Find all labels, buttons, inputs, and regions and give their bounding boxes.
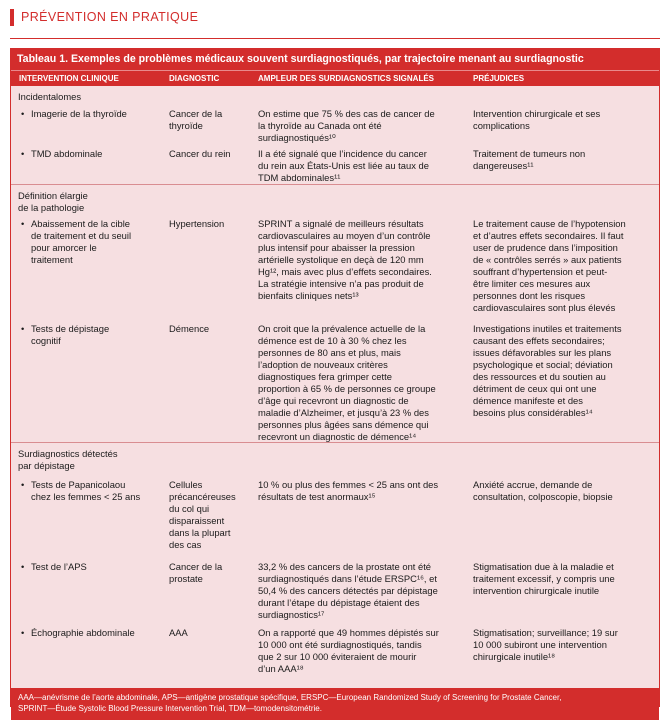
cell-prejudices: Traitement de tumeurs non dangereuses¹¹ (473, 148, 586, 171)
table-row (11, 323, 659, 448)
bullet-icon: • (21, 627, 25, 638)
cell-diagnostic: Cancer du rein (169, 148, 231, 159)
section-title: PRÉVENTION EN PRATIQUE (21, 10, 199, 24)
cell-prejudices: Anxiété accrue, demande de consultation, colposcopie, biopsie (473, 479, 613, 502)
overdiagnosis-table (10, 48, 660, 713)
section-divider (10, 38, 660, 39)
cell-intervention: • Échographie abdominale (21, 627, 135, 638)
header-ampleur: AMPLEUR DES SURDIAGNOSTICS SIGNALÉS (258, 74, 435, 83)
table-section-definition-elargie (11, 184, 659, 442)
header-prejudices: PRÉJUDICES (473, 74, 525, 83)
cell-prejudices: Le traitement cause de l’hypotension et d’autres effets secondaires. Il faut user de prudence dans l’imposition de « contrôles serrés » aux patients souffrant d’hypertension et peut- être limiter ces mesures aux personnes dont les risques cardiovasculaires sont plus élevés (473, 218, 626, 313)
table-row (11, 218, 659, 323)
bullet-icon: • (21, 148, 25, 159)
table-row (11, 627, 659, 677)
cell-ampleur: On estime que 75 % des cas de cancer de la thyroïde au Canada ont été surdiagnostiqués¹⁰ (258, 108, 435, 143)
bullet-icon: • (21, 108, 25, 119)
bullet-icon: • (21, 323, 25, 334)
table-row (11, 148, 659, 188)
cell-intervention: • Imagerie de la thyroïde (21, 108, 127, 119)
cell-diagnostic: Cellules précancéreuses du col qui disparaissent dans la plupart des cas (169, 479, 236, 550)
table-footnote: AAA—anévrisme de l’aorte abdominale, APS—antigène prostatique spécifique, ERSPC—European Randomized Study of Screening for Prostate Cancer, SPRINT—Étude Systolic Blood Pressure Intervention Trial, TDM—tomodensitométrie. (11, 688, 659, 720)
section-heading: Incidentalomes (18, 91, 82, 102)
cell-intervention: • Tests de dépistage cognitif (21, 323, 110, 346)
table-caption: Tableau 1. Exemples de problèmes médicaux souvent surdiagnostiqués, par trajectoire menant au surdiagnostic (11, 49, 659, 70)
cell-prejudices: Stigmatisation; surveillance; 19 sur 10 000 subiront une intervention chirurgicale inutile¹⁸ (473, 627, 618, 662)
table-section-depistage (11, 442, 659, 688)
table-body (11, 86, 659, 688)
cell-diagnostic: AAA (169, 627, 188, 638)
header-intervention: INTERVENTION CLINIQUE (19, 74, 119, 83)
cell-prejudices: Stigmatisation due à la maladie et traitement excessif, y compris une intervention chirurgicale inutile (473, 561, 615, 596)
cell-ampleur: On croit que la prévalence actuelle de la démence est de 10 à 30 % chez les personnes de 80 ans et plus, mais l’adoption de nouveaux critères diagnostiques fera grimper cette proportion à 65 % de personnes ce groupe d’âge qui recevront un diagnostic de maladie d’Alzheimer, et jusqu’à 23 % des personnes plus âgées sans démence qui recevront un diagnostic de démence¹⁴ (258, 323, 436, 442)
cell-ampleur: Il a été signalé que l’incidence du cancer du rein aux États-Unis est liée au taux de TDM abdominales¹¹ (258, 148, 429, 183)
cell-diagnostic: Cancer de la prostate (169, 561, 223, 584)
section-heading: Surdiagnostics détectés par dépistage (18, 448, 118, 471)
cell-intervention: • TMD abdominale (21, 148, 103, 159)
header-diagnostic: DIAGNOSTIC (169, 74, 220, 83)
cell-intervention: • Abaissement de la cible de traitement et du seuil pour amorcer le traitement (21, 218, 132, 265)
cell-diagnostic: Démence (169, 323, 210, 334)
cell-ampleur: On a rapporté que 49 hommes dépistés sur 10 000 ont été surdiagnostiqués, tandis que 2 sur 10 000 éviteraient de mourir d’un AAA¹⁸ (258, 627, 439, 674)
cell-prejudices: Intervention chirurgicale et ses complications (473, 108, 601, 131)
cell-diagnostic: Cancer de la thyroïde (169, 108, 223, 131)
cell-intervention: • Test de l’APS (21, 561, 87, 572)
table-row (11, 561, 659, 627)
section-accent-bar (10, 9, 14, 26)
table-section-incidentalomes (11, 86, 659, 184)
section-heading: Définition élargie de la pathologie (18, 190, 88, 213)
bullet-icon: • (21, 561, 25, 572)
table-row (11, 479, 659, 561)
bullet-icon: • (21, 218, 25, 229)
cell-prejudices: Investigations inutiles et traitements causant des effets secondaires; issues défavorables sur les plans psychologique et social; déviation des ressources et du soutien au détriment de ceux qui ont une démence manifeste et des besoins plus considérables¹⁴ (473, 323, 622, 418)
table-header (11, 70, 659, 86)
cell-ampleur: 33,2 % des cancers de la prostate ont été surdiagnostiqués dans l’étude ERSPC¹⁶, et 50,4 % des cancers détectés par dépistage durant l’étape du dépistage étaient des surdiagnostics¹⁷ (258, 561, 438, 620)
cell-diagnostic: Hypertension (169, 218, 225, 229)
cell-ampleur: SPRINT a signalé de meilleurs résultats cardiovasculaires au moyen d’un contrôle plus intensif pour abaisser la pression artérielle systolique en deçà de 120 mm Hg¹², mais avec plus d’effets secondaires. La stratégie intensive n’a pas produit de bienfaits cliniques nets¹³ (258, 218, 432, 301)
cell-intervention: • Tests de Papanicolaou chez les femmes < 25 ans (21, 479, 141, 502)
bullet-icon: • (21, 479, 25, 490)
table-row (11, 108, 659, 148)
cell-ampleur: 10 % ou plus des femmes < 25 ans ont des résultats de test anormaux¹⁵ (258, 479, 439, 502)
